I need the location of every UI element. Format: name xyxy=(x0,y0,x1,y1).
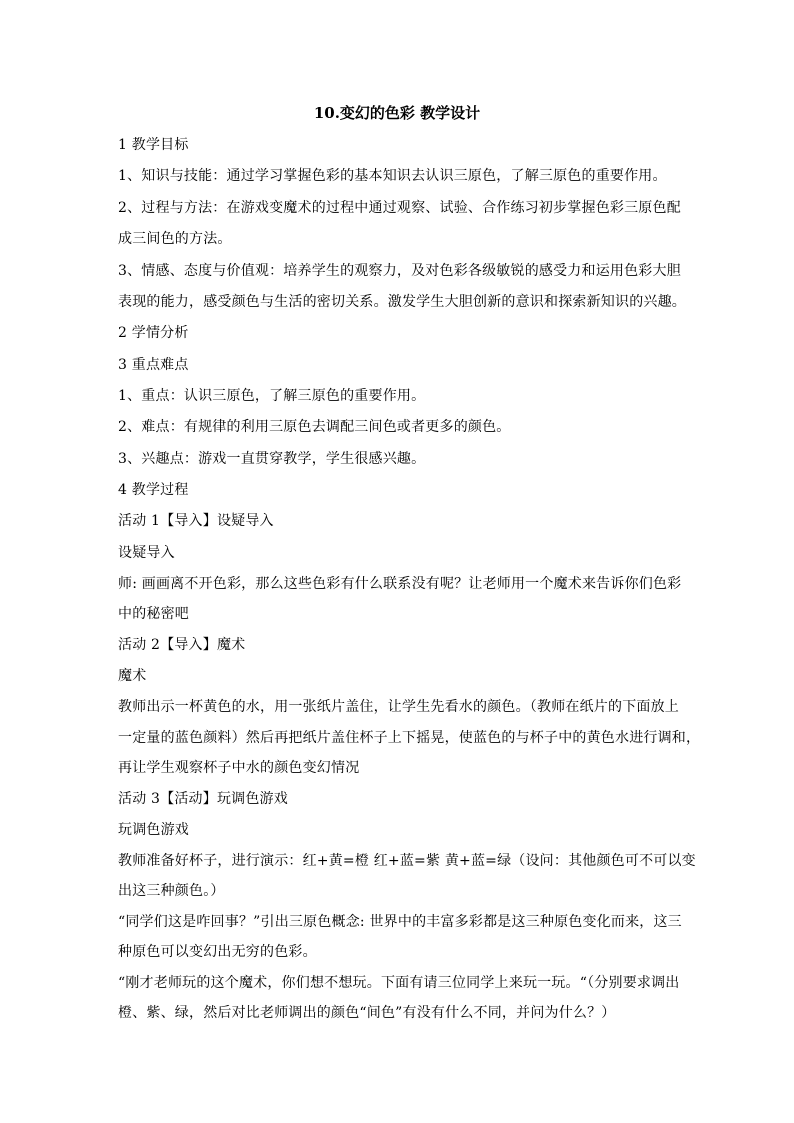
paragraph-line: 教师出示一杯黄色的水，用一张纸片盖住，让学生先看水的颜色。（教师在纸片的下面放上 xyxy=(118,699,679,715)
paragraph-line: 出这三种颜色。） xyxy=(118,883,225,899)
document-title: 10.变幻的色彩 教学设计 xyxy=(313,104,481,122)
paragraph-line: 1、知识与技能：通过学习掌握色彩的基本知识去认识三原色，了解三原色的重要作用。 xyxy=(118,168,667,184)
paragraph-line: 一定量的蓝色颜料）然后再把纸片盖住杯子上下摇晃，使蓝色的与杯子中的黄色水进行调和， xyxy=(118,730,701,746)
paragraph-line: 成三间色的方法。 xyxy=(118,231,232,247)
paragraph-line: 教师准备好杯子，进行演示：红+黄=橙 红+蓝=紫 黄+蓝=绿（设问：其他颜色可不可以变 xyxy=(118,853,696,869)
section-heading-key-points: 3 重点难点 xyxy=(118,357,189,373)
paragraph-line: “刚才老师玩的这个魔术，你们想不想玩。下面有请三位同学上来玩一玩。“（分别要求调出 xyxy=(118,975,680,991)
activity-heading: 活动 2【导入】魔术 xyxy=(118,637,246,653)
activity-heading: 活动 1【导入】设疑导入 xyxy=(118,513,274,529)
activity-subtitle: 玩调色游戏 xyxy=(118,822,189,838)
paragraph-line: 种原色可以变幻出无穷的色彩。 xyxy=(118,944,317,960)
paragraph-line: 3、情感、态度与价值观：培养学生的观察力，及对色彩各级敏锐的感受力和运用色彩大胆 xyxy=(118,263,681,279)
paragraph-line: 2、过程与方法：在游戏变魔术的过程中通过观察、试验、合作练习初步掌握色彩三原色配 xyxy=(118,200,681,216)
paragraph-line: “同学们这是咋回事？”引出三原色概念: 世界中的丰富多彩都是这三种原色变化而来，这三 xyxy=(118,914,682,930)
paragraph-line: 橙、紫、绿，然后对比老师调出的颜色“间色”有没有什么不同，并问为什么？） xyxy=(118,1005,616,1021)
activity-heading: 活动 3【活动】玩调色游戏 xyxy=(118,791,288,807)
activity-subtitle: 魔术 xyxy=(118,668,147,684)
paragraph-line: 师: 画画离不开色彩，那么这些色彩有什么联系没有呢？让老师用一个魔术来告诉你们色彩 xyxy=(118,576,682,592)
section-heading-objectives: 1 教学目标 xyxy=(118,137,189,153)
paragraph-line: 3、兴趣点：游戏一直贯穿教学，学生很感兴趣。 xyxy=(118,451,426,467)
section-heading-analysis: 2 学情分析 xyxy=(118,325,189,341)
paragraph-line: 表现的能力，感受颜色与生活的密切关系。激发学生大胆创新的意识和探索新知识的兴趣。 xyxy=(118,294,686,310)
paragraph-line: 1、重点：认识三原色，了解三原色的重要作用。 xyxy=(118,388,426,404)
activity-subtitle: 设疑导入 xyxy=(118,545,175,561)
paragraph-line: 中的秘密吧 xyxy=(118,606,189,622)
paragraph-line: 2、难点：有规律的利用三原色去调配三间色或者更多的颜色。 xyxy=(118,419,511,435)
paragraph-line: 再让学生观察杯子中水的颜色变幻情况 xyxy=(118,760,360,776)
section-heading-process: 4 教学过程 xyxy=(118,482,189,498)
